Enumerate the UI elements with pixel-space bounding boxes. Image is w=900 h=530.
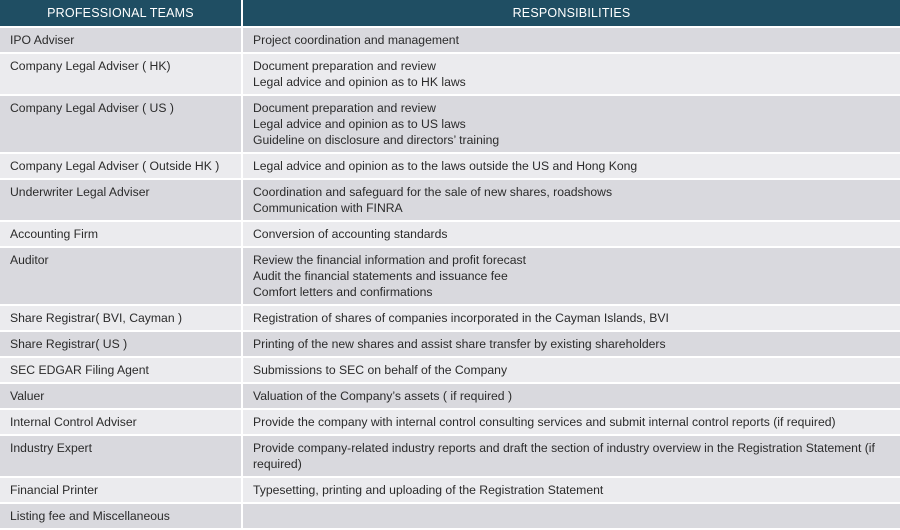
table-body bbox=[0, 28, 900, 530]
responsibility-line: Typesetting, printing and uploading of the Registration Statement bbox=[253, 483, 604, 497]
team-name-cell: SEC EDGAR Filing Agent bbox=[0, 358, 243, 384]
responsibilities-cell bbox=[243, 180, 900, 222]
responsibility-line: Provide the company with internal control consulting services and submit internal control reports (if required) bbox=[253, 415, 836, 429]
responsibilities-cell bbox=[243, 358, 900, 384]
responsibility-line: Valuation of the Company’s assets ( if required ) bbox=[253, 389, 513, 403]
team-name-cell: IPO Adviser bbox=[0, 28, 243, 54]
table-row bbox=[0, 154, 900, 180]
table-row bbox=[0, 306, 900, 332]
team-name-cell: Internal Control Adviser bbox=[0, 410, 243, 436]
responsibilities-cell bbox=[243, 332, 900, 358]
responsibilities-cell bbox=[243, 384, 900, 410]
team-name-cell: Share Registrar( US ) bbox=[0, 332, 243, 358]
team-name-cell: Industry Expert bbox=[0, 436, 243, 478]
responsibility-line: Legal advice and opinion as to US laws bbox=[253, 117, 466, 131]
responsibilities-cell bbox=[243, 154, 900, 180]
responsibilities-cell bbox=[243, 28, 900, 54]
responsibilities-cell bbox=[243, 248, 900, 306]
team-name-cell: Share Registrar( BVI, Cayman ) bbox=[0, 306, 243, 332]
table-row bbox=[0, 504, 900, 530]
team-name-cell: Company Legal Adviser ( HK) bbox=[0, 54, 243, 96]
responsibility-line: Registration of shares of companies incorporated in the Cayman Islands, BVI bbox=[253, 311, 669, 325]
table-row bbox=[0, 436, 900, 478]
responsibility-line: Printing of the new shares and assist share transfer by existing shareholders bbox=[253, 337, 666, 351]
table-row bbox=[0, 222, 900, 248]
table-row bbox=[0, 248, 900, 306]
responsibility-line: Coordination and safeguard for the sale of new shares, roadshows bbox=[253, 185, 613, 199]
responsibility-line: Provide company-related industry reports and draft the section of industry overview in the Registration Statement (if required) bbox=[253, 441, 875, 471]
table-row bbox=[0, 358, 900, 384]
responsibility-line: Audit the financial statements and issuance fee bbox=[253, 269, 508, 283]
team-name-cell: Auditor bbox=[0, 248, 243, 306]
table-row bbox=[0, 332, 900, 358]
table-row bbox=[0, 96, 900, 154]
table-row bbox=[0, 410, 900, 436]
table-row bbox=[0, 384, 900, 410]
responsibility-line: Project coordination and management bbox=[253, 33, 459, 47]
responsibility-line: Review the financial information and profit forecast bbox=[253, 253, 527, 267]
responsibilities-cell bbox=[243, 504, 900, 530]
responsibility-line: Comfort letters and confirmations bbox=[253, 285, 433, 299]
responsibility-line: Legal advice and opinion as to the laws outside the US and Hong Kong bbox=[253, 159, 638, 173]
responsibilities-cell bbox=[243, 478, 900, 504]
team-name-cell: Underwriter Legal Adviser bbox=[0, 180, 243, 222]
team-name-cell: Valuer bbox=[0, 384, 243, 410]
table-row bbox=[0, 478, 900, 504]
responsibilities-cell bbox=[243, 96, 900, 154]
responsibility-line: Document preparation and review bbox=[253, 101, 436, 115]
responsibility-line: Conversion of accounting standards bbox=[253, 227, 448, 241]
responsibilities-cell bbox=[243, 436, 900, 478]
responsibilities-cell bbox=[243, 410, 900, 436]
header-professional-teams: PROFESSIONAL TEAMS bbox=[0, 0, 243, 28]
responsibility-line: Submissions to SEC on behalf of the Company bbox=[253, 363, 508, 377]
responsibility-line: Communication with FINRA bbox=[253, 201, 403, 215]
responsibility-line: Legal advice and opinion as to HK laws bbox=[253, 75, 466, 89]
responsibilities-cell bbox=[243, 54, 900, 96]
header-row bbox=[0, 0, 900, 28]
team-name-cell: Listing fee and Miscellaneous bbox=[0, 504, 243, 530]
team-name-cell: Company Legal Adviser ( US ) bbox=[0, 96, 243, 154]
header-responsibilities: RESPONSIBILITIES bbox=[243, 0, 900, 28]
responsibilities-cell bbox=[243, 222, 900, 248]
team-name-cell: Company Legal Adviser ( Outside HK ) bbox=[0, 154, 243, 180]
responsibilities-cell bbox=[243, 306, 900, 332]
responsibility-line: Guideline on disclosure and directors’ training bbox=[253, 133, 500, 147]
table-row bbox=[0, 28, 900, 54]
responsibility-line: Document preparation and review bbox=[253, 59, 436, 73]
team-name-cell: Financial Printer bbox=[0, 478, 243, 504]
table-row bbox=[0, 54, 900, 96]
team-name-cell: Accounting Firm bbox=[0, 222, 243, 248]
table-row bbox=[0, 180, 900, 222]
